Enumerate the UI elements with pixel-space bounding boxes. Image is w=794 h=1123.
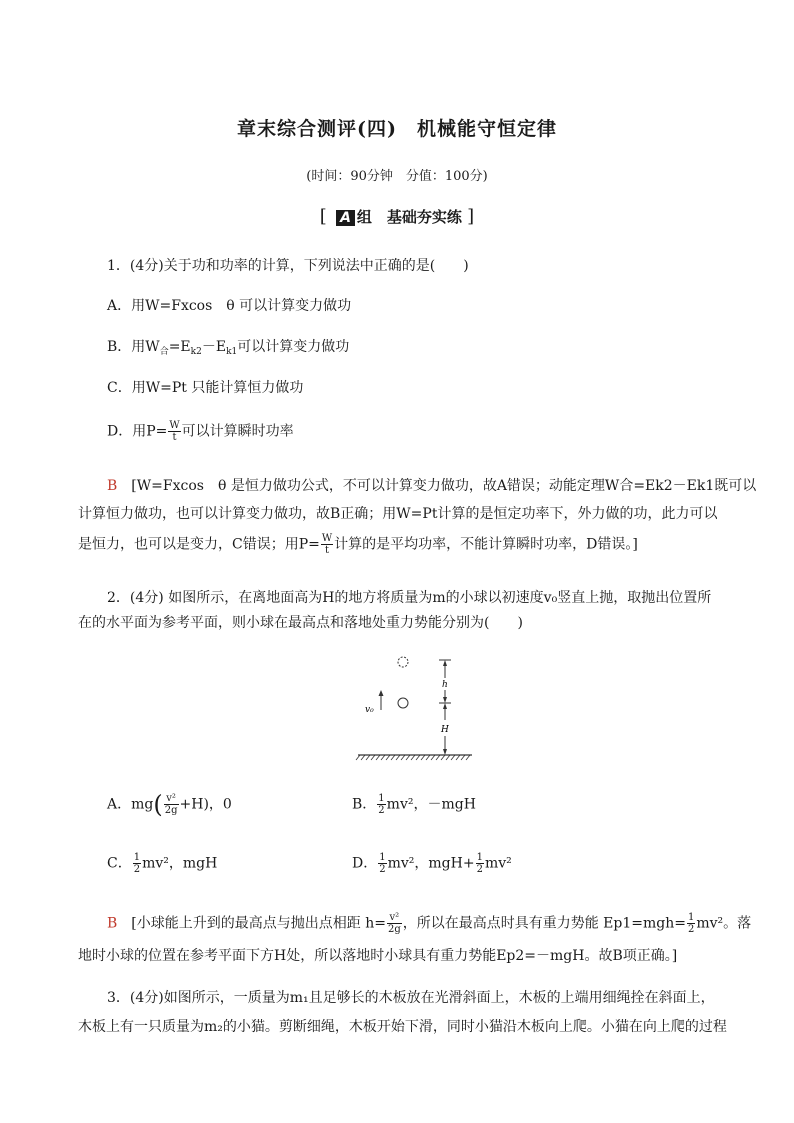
hatch-mark — [431, 755, 435, 760]
q2-exp1-num1: v² — [387, 912, 402, 924]
hatch-mark — [441, 755, 445, 760]
q2-d-num2: 1 — [476, 852, 483, 863]
q2-exp1-pre: [小球能上升到的最高点与抛出点相距 h= — [131, 915, 386, 932]
q2-b-num: 1 — [378, 793, 385, 804]
hatch-mark — [406, 755, 410, 760]
section-letter-badge: A — [336, 210, 355, 226]
ground-hatching — [356, 755, 470, 760]
h-label: h — [442, 680, 448, 690]
section-header — [0, 206, 794, 227]
q1-exp1: [W=Fxcos θ 是恒力做功公式，不可以计算变力做功，故A错误；动能定理W合=Ek2－Ek1既可以 — [131, 478, 757, 494]
hatch-mark — [411, 755, 415, 760]
q1-explanation-line1 — [107, 476, 756, 496]
q2-c-pre: C． — [107, 855, 132, 872]
hatch-mark — [376, 755, 380, 760]
hatch-mark — [451, 755, 455, 760]
exam-info: (时间：90分钟 分值：100分) — [306, 169, 488, 184]
q1-option-b — [107, 337, 349, 362]
q2-exp1-den1: 2g — [387, 924, 401, 935]
section-right-bracket: ] — [467, 206, 475, 227]
hatch-mark — [381, 755, 385, 760]
q1-stem: 1．(4分)关于功和功率的计算，下列说法中正确的是( ) — [107, 258, 469, 274]
hatch-mark — [421, 755, 425, 760]
h-arrowhead-down — [443, 697, 447, 703]
q2-a-pre: A．mg — [107, 796, 154, 813]
q1-exp3-den: t — [325, 545, 330, 556]
hatch-mark — [396, 755, 400, 760]
q2-b-fraction — [377, 793, 385, 816]
q1-explanation-line3 — [78, 533, 638, 556]
q2-option-c — [107, 852, 217, 875]
q2-b-pre: B． — [352, 796, 377, 813]
page-title: 章末综合测评(四) 机械能守恒定律 — [237, 118, 557, 140]
H-arrowhead-up — [443, 703, 447, 709]
q2-exp1-fraction1 — [387, 912, 402, 935]
q2-d-pre: D． — [352, 855, 378, 872]
hatch-mark — [426, 755, 430, 760]
q2-a-den: 2g — [164, 805, 178, 816]
section-left-bracket: [ — [319, 206, 327, 227]
hatch-mark — [436, 755, 440, 760]
q2-option-b — [352, 793, 476, 816]
q2-exp1-post: mv²。落 — [696, 915, 752, 932]
ball-initial-position — [398, 698, 408, 708]
q1-b-post: 可以计算变力做功 — [237, 339, 350, 355]
hatch-mark — [446, 755, 450, 760]
q2-a-num: v² — [164, 793, 179, 805]
q2-exp1-num2: 1 — [688, 912, 695, 923]
H-label: H — [441, 725, 449, 735]
q2-explanation-line1 — [107, 912, 751, 935]
hatch-mark — [461, 755, 465, 760]
h-arrowhead-up — [443, 660, 447, 666]
q2-a-paren: ( — [153, 790, 163, 819]
q1-d-post: 可以计算瞬时功率 — [181, 423, 294, 440]
q2-c-den: 2 — [133, 864, 141, 875]
q1-exp3-fraction — [321, 533, 333, 556]
q2-exp1-mid: ，所以在最高点时具有重力势能 Ep1=mgh= — [402, 915, 686, 932]
q2-d-den2: 2 — [476, 864, 483, 875]
q1-option-c: C．用W=Pt 只能计算恒力做功 — [107, 380, 304, 396]
hatch-mark — [356, 755, 360, 760]
q1-option-d — [107, 420, 294, 443]
q2-exp1-den2: 2 — [688, 924, 695, 935]
q2-exp1-fraction2 — [687, 912, 695, 935]
q1-option-a: A．用W=Fxcos θ 可以计算变力做功 — [107, 298, 352, 314]
q2-figure — [350, 650, 480, 765]
q1-exp3-num: W — [321, 533, 333, 544]
q1-b-mid2: －E — [201, 339, 227, 355]
q2-d-den1: 2 — [379, 864, 386, 875]
q1-explanation-line2: 计算恒力做功，也可以计算变力做功，故B正确；用W=Pt计算的是恒定功率下，外力做的功，此力可以 — [78, 506, 718, 522]
q2-d-fraction2 — [476, 852, 484, 875]
q2-a-post: +H)，0 — [179, 796, 232, 813]
q2-c-post: mv²，mgH — [142, 855, 218, 872]
q1-b-sub2: k2 — [190, 347, 202, 357]
q2-c-fraction — [133, 852, 141, 875]
q2-option-a — [107, 790, 232, 819]
q2-d-num1: 1 — [379, 852, 386, 863]
q2-stem-line2: 在的水平面为参考平面，则小球在最高点和落地处重力势能分别为( ) — [78, 615, 523, 631]
hatch-mark — [401, 755, 405, 760]
hatch-mark — [386, 755, 390, 760]
q1-d-num: W — [169, 420, 180, 431]
q2-explanation-line2: 地时小球的位置在参考平面下方H处，所以落地时小球具有重力势能Ep2=－mgH。故B项正确。] — [78, 948, 678, 964]
v0-label: v₀ — [365, 705, 374, 715]
q1-exp3-post: 计算的是平均功率，不能计算瞬时功率，D错误。] — [334, 536, 638, 553]
q1-b-mid: =E — [168, 339, 191, 355]
q1-d-pre: D．用P= — [107, 423, 168, 440]
q2-stem-line1: 2．(4分) 如图所示，在离地面高为H的地方将质量为m的小球以初速度v₀竖直上抛，取抛出位置所 — [107, 590, 712, 606]
ball-highest-position — [398, 657, 408, 667]
hatch-mark — [371, 755, 375, 760]
q1-d-den: t — [172, 432, 177, 443]
hatch-mark — [456, 755, 460, 760]
q2-option-d — [352, 852, 512, 875]
hatch-mark — [416, 755, 420, 760]
q2-a-fraction — [164, 793, 179, 816]
q3-stem-line1: 3．(4分)如图所示，一质量为m₁且足够长的木板放在光滑斜面上，木板的上端用细绳拴在斜面上， — [107, 990, 715, 1006]
q1-b-pre: B．用W — [107, 339, 160, 355]
q2-b-den: 2 — [378, 805, 385, 816]
q2-d-fraction1 — [378, 852, 386, 875]
q1-exp3-pre: 是恒力，也可以是变力，C错误；用P= — [78, 536, 320, 553]
q2-d-mid: mv²，mgH+ — [387, 855, 475, 872]
q2-d-post: mv² — [484, 855, 512, 872]
hatch-mark — [391, 755, 395, 760]
v0-arrowhead — [379, 690, 384, 696]
q1-answer-letter: B — [107, 478, 118, 494]
q2-b-post: mv²，－mgH — [386, 796, 476, 813]
q1-b-sub3: k1 — [226, 347, 238, 357]
section-label: 组 基础夯实练 — [356, 208, 462, 226]
q3-stem-line2: 木板上有一只质量为m₂的小猫。剪断细绳，木板开始下滑，同时小猫沿木板向上爬。小猫在向上爬的过程 — [78, 1019, 727, 1035]
q1-b-sub1: 合 — [159, 347, 169, 357]
q2-answer-letter: B — [107, 915, 118, 932]
hatch-mark — [466, 755, 470, 760]
H-arrowhead-down — [443, 749, 447, 755]
hatch-mark — [361, 755, 365, 760]
hatch-mark — [366, 755, 370, 760]
q1-d-fraction — [168, 420, 180, 443]
q2-c-num: 1 — [133, 852, 141, 863]
